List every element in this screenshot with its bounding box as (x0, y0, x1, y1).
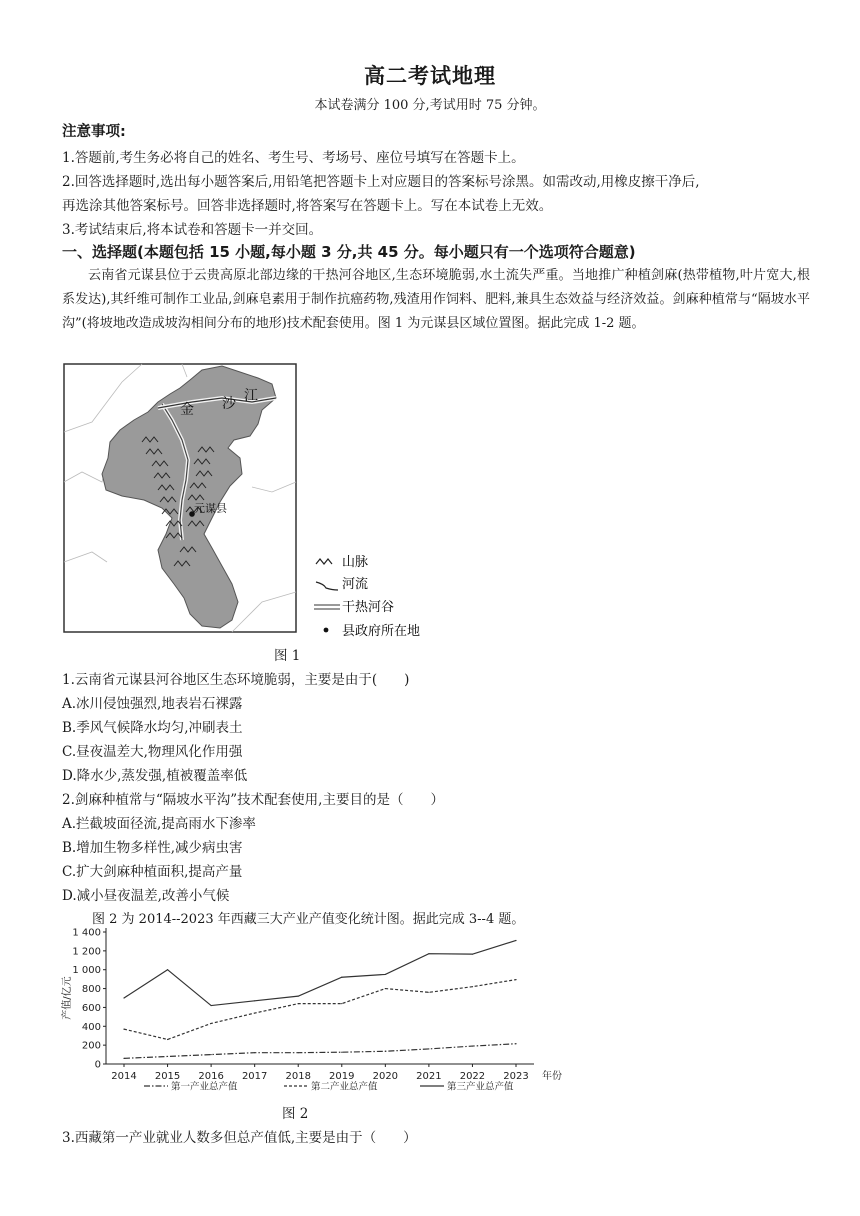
note-item: 3.考试结束后,将本试卷和答题卡一并交回。 (62, 222, 323, 238)
notes-heading: 注意事项: (62, 124, 126, 140)
data-point (123, 1058, 124, 1059)
question-1-option-c: C.昼夜温差大,物理风化作用强 (62, 744, 243, 760)
data-point (472, 1045, 473, 1046)
y-tick-label: 1 000 (72, 965, 101, 977)
question-1-stem: 1.云南省元谋县河谷地区生态环境脆弱，主要是由于( ) (62, 672, 410, 688)
data-point (211, 1054, 212, 1055)
series-line-1 (124, 1044, 516, 1059)
question-2-option-b: B.增加生物多样性,减少病虫害 (62, 840, 243, 856)
y-tick-label: 1 400 (72, 927, 101, 939)
y-tick-label: 600 (81, 1002, 101, 1014)
note-item: 再选涂其他答案标号。回答非选择题时,将答案写在答题卡上。写在本试卷上无效。 (62, 198, 553, 214)
data-point (298, 1052, 299, 1053)
data-point (211, 1005, 212, 1006)
x-tick-label: 2014 (111, 1071, 137, 1082)
data-point (428, 953, 429, 954)
question-2-option-a: A.拦截坡面径流,提高雨水下渗率 (62, 816, 256, 832)
chart-intro: 图 2 为 2014--2023 年西藏三大产业产值变化统计图。据此完成 3--4 题。 (92, 912, 525, 927)
legend-label: 第一产业总产值 (171, 1081, 238, 1093)
question-1-option-a: A.冰川侵蚀强烈,地表岩石裸露 (62, 696, 243, 712)
x-axis-label: 年份 (542, 1071, 562, 1082)
x-tick-label: 2023 (503, 1071, 529, 1082)
section-heading: 一、选择题(本题包括 15 小题,每小题 3 分,共 45 分。每小题只有一个选项符合题意) (62, 243, 636, 261)
question-2-option-c: C.扩大剑麻种植面积,提高产量 (62, 864, 243, 880)
y-tick-label: 800 (81, 984, 101, 996)
figure-2-caption: 图 2 (282, 1106, 309, 1122)
y-tick-label: 400 (81, 1021, 101, 1033)
data-point (472, 986, 473, 987)
legend-label: 第三产业总产值 (447, 1081, 514, 1093)
question-1-option-b: B.季风气候降水均匀,冲刷表土 (62, 720, 243, 736)
data-point (298, 996, 299, 997)
legend-seat-icon (324, 628, 329, 633)
river-char: 金 (180, 402, 194, 418)
data-point (472, 954, 473, 955)
data-point (515, 979, 516, 980)
data-point (123, 997, 124, 998)
data-point (428, 1048, 429, 1049)
x-tick-label: 2017 (241, 1071, 268, 1082)
x-tick-label: 2020 (372, 1071, 399, 1082)
legend-mountain-icon (316, 559, 332, 564)
series-line-2 (124, 980, 516, 1040)
data-point (428, 992, 429, 993)
map-legend (314, 555, 420, 639)
legend-label: 山脉 (342, 555, 369, 570)
data-point (254, 1052, 255, 1053)
legend-label: 第二产业总产值 (311, 1081, 378, 1093)
question-1-option-d: D.降水少,蒸发强,植被覆盖率低 (62, 768, 248, 784)
data-point (515, 1043, 516, 1044)
y-tick-label: 1 200 (72, 946, 101, 958)
question-2-option-d: D.减小昼夜温差,改善小气候 (62, 888, 230, 904)
x-tick-label: 2015 (154, 1071, 181, 1082)
data-point (167, 1056, 168, 1057)
y-axis-label: 产值/亿元 (62, 976, 73, 1020)
data-point (341, 977, 342, 978)
section-intro: 云南省元谋县位于云贵高原北部边缘的干热河谷地区,生态环境脆弱,水土流失严重。当地推广种植剑麻(热带植物,叶片宽大,根系发达),其纤维可制作工业品,剑麻皂素用于制作抗癌药物,残渣用作饲料、肥料,兼具生态效益与经济效益。剑麻种植常与“隔坡水平沟”(将坡地改造成坡沟相间分布的地形)技术配套使用。图 1 为元谋县区域位置图。据此完成 1-2 题。 (62, 268, 810, 331)
legend-label: 县政府所在地 (342, 624, 421, 639)
data-point (167, 1039, 168, 1040)
data-point (123, 1029, 124, 1030)
data-point (254, 1012, 255, 1013)
series-line-3 (124, 940, 516, 1005)
x-tick-label: 2018 (285, 1071, 311, 1082)
note-item: 2.回答选择题时,选出每小题答案后,用铅笔把答题卡上对应题目的答案标号涂黑。如需改动,用橡皮擦干净后, (62, 174, 700, 190)
x-tick-label: 2022 (459, 1071, 486, 1082)
exam-subtitle: 本试卷满分 100 分,考试用时 75 分钟。 (314, 98, 546, 113)
county-label: 元谋县 (194, 502, 227, 515)
figure-2-chart (58, 924, 598, 1100)
data-point (341, 1052, 342, 1053)
river-char: 沙 (222, 396, 236, 412)
legend-label: 河流 (342, 577, 369, 592)
y-tick-label: 200 (81, 1040, 101, 1052)
legend-river-icon (316, 582, 338, 590)
x-tick-label: 2021 (416, 1071, 442, 1082)
data-point (341, 1003, 342, 1004)
x-tick-label: 2019 (329, 1071, 355, 1082)
data-point (211, 1023, 212, 1024)
question-2-stem: 2.剑麻种植常与“隔坡水平沟”技术配套使用,主要目的是（ ） (62, 792, 444, 808)
legend-label: 干热河谷 (342, 600, 395, 615)
data-point (385, 1051, 386, 1052)
x-tick-label: 2016 (198, 1071, 224, 1082)
data-point (167, 969, 168, 970)
exam-title: 高二考试地理 (364, 63, 496, 88)
data-point (515, 940, 516, 941)
data-point (385, 974, 386, 975)
figure-1-caption: 图 1 (274, 648, 301, 664)
data-point (385, 988, 386, 989)
river-char: 江 (244, 388, 258, 404)
figure-1-map (62, 362, 462, 640)
data-point (298, 1003, 299, 1004)
question-3-stem: 3.西藏第一产业就业人数多但总产值低,主要是由于（ ） (62, 1130, 417, 1146)
data-point (254, 1000, 255, 1001)
y-tick-label: 0 (94, 1059, 101, 1071)
note-item: 1.答题前,考生务必将自己的姓名、考生号、考场号、座位号填写在答题卡上。 (62, 150, 525, 166)
